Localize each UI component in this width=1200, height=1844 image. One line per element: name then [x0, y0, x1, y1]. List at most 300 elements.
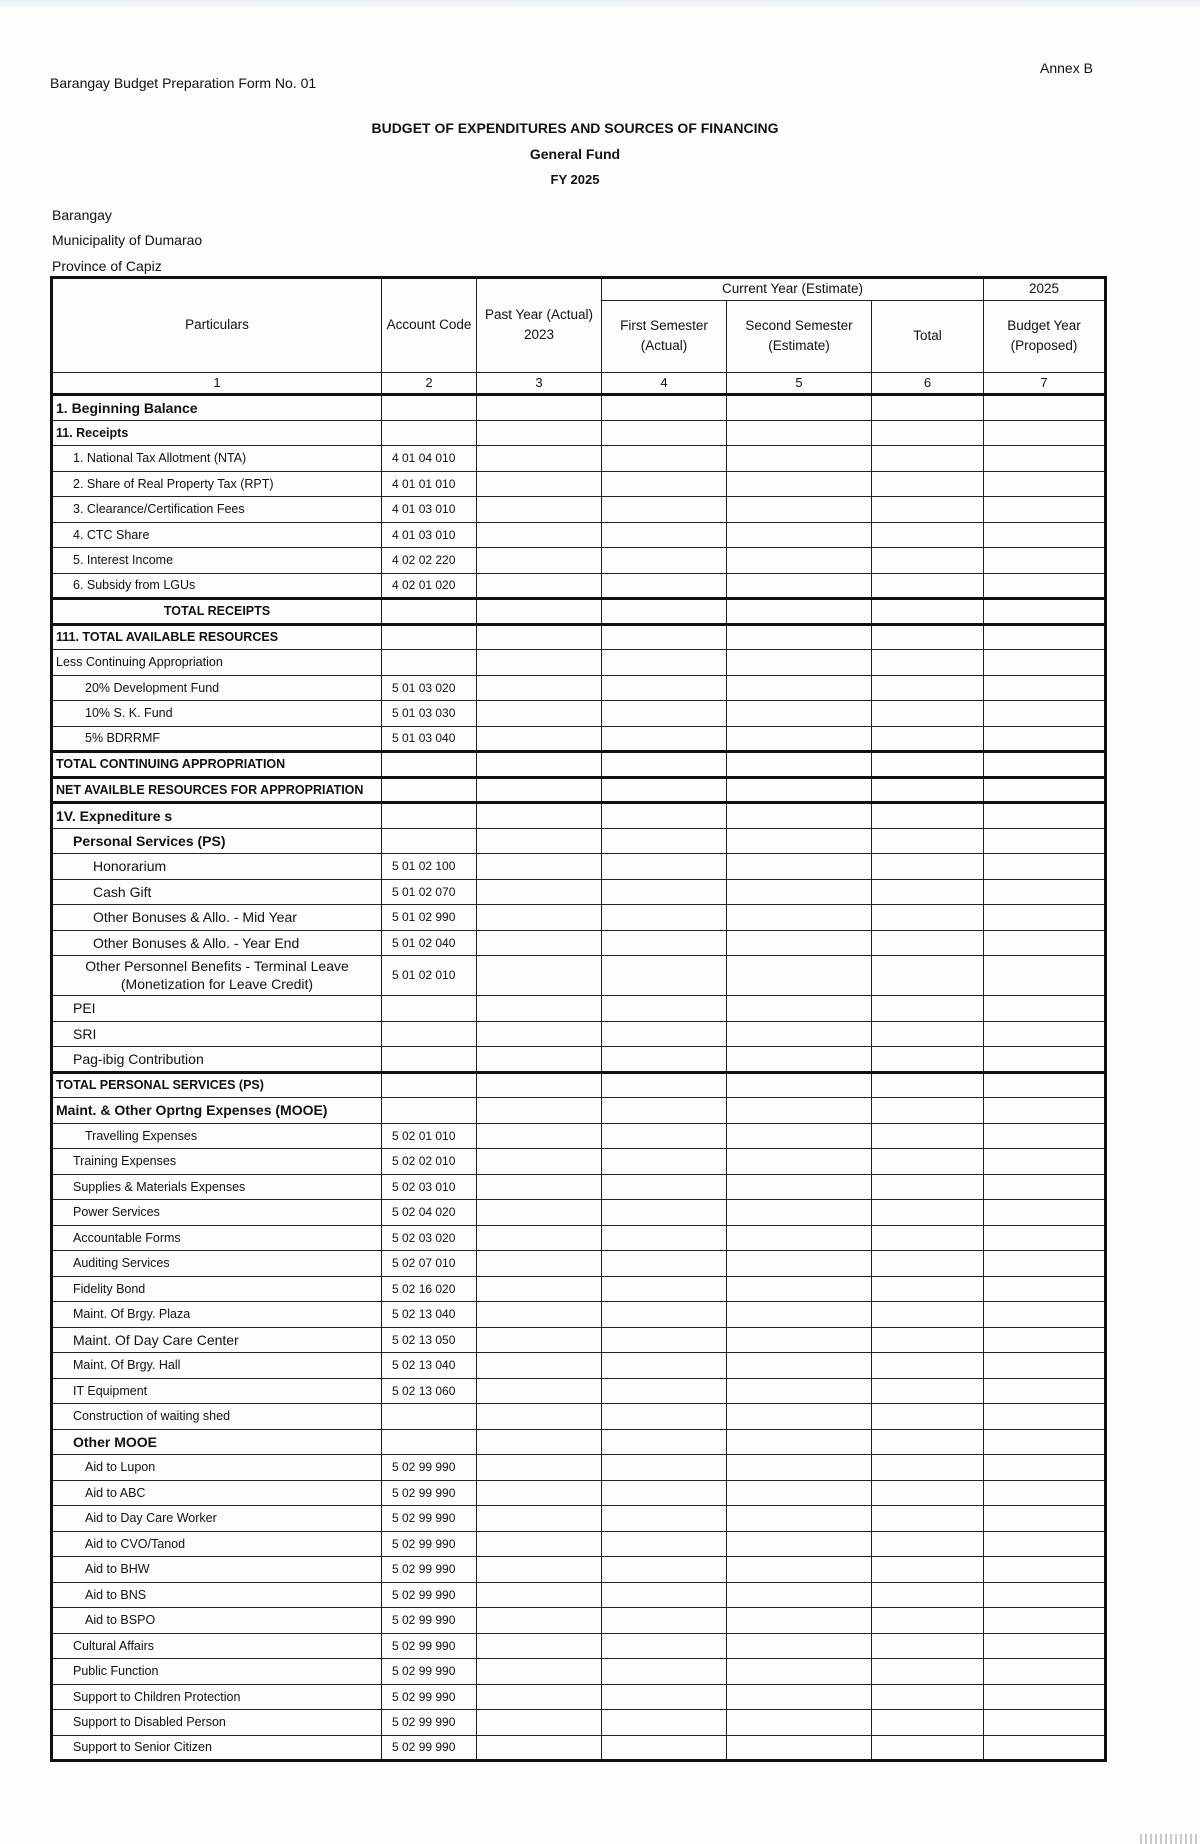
row-second-semester-cell [727, 1608, 872, 1634]
row-budget-year-cell [984, 726, 1106, 752]
row-first-semester-cell [602, 497, 727, 523]
row-particulars: TOTAL CONTINUING APPROPRIATION [52, 752, 382, 778]
row-past-year-cell [477, 1302, 602, 1328]
row-past-year-cell [477, 1659, 602, 1685]
row-second-semester-cell [727, 548, 872, 574]
row-past-year-cell [477, 1633, 602, 1659]
row-first-semester-cell [602, 1302, 727, 1328]
row-account-code: 5 02 99 990 [382, 1735, 477, 1761]
row-budget-year-cell [984, 1225, 1106, 1251]
row-total-cell [872, 803, 984, 829]
row-total-cell [872, 420, 984, 446]
table-row [52, 1608, 1106, 1634]
row-second-semester-cell [727, 1582, 872, 1608]
row-total-cell [872, 471, 984, 497]
row-account-code [382, 420, 477, 446]
row-budget-year-cell [984, 1506, 1106, 1532]
row-past-year-cell [477, 624, 602, 650]
row-first-semester-cell [602, 996, 727, 1022]
row-first-semester-cell [602, 1378, 727, 1404]
row-budget-year-cell [984, 905, 1106, 931]
row-budget-year-cell [984, 1327, 1106, 1353]
row-account-code: 5 02 99 990 [382, 1608, 477, 1634]
col-budget-year-top: 2025 [984, 278, 1106, 301]
row-particulars: Cultural Affairs [52, 1633, 382, 1659]
row-second-semester-cell [727, 1098, 872, 1124]
row-total-cell [872, 828, 984, 854]
row-past-year-cell [477, 471, 602, 497]
row-total-cell [872, 726, 984, 752]
row-particulars: Maint. Of Day Care Center [52, 1327, 382, 1353]
row-second-semester-cell [727, 1021, 872, 1047]
row-account-code [382, 1429, 477, 1455]
row-budget-year-cell [984, 471, 1106, 497]
row-past-year-cell [477, 1735, 602, 1761]
row-past-year-cell [477, 1149, 602, 1175]
row-total-cell [872, 1480, 984, 1506]
row-particulars: Travelling Expenses [52, 1123, 382, 1149]
table-row [52, 879, 1106, 905]
row-particulars: Aid to BNS [52, 1582, 382, 1608]
row-budget-year-cell [984, 1072, 1106, 1098]
row-first-semester-cell [602, 1072, 727, 1098]
row-account-code: 5 02 13 040 [382, 1353, 477, 1379]
row-first-semester-cell [602, 701, 727, 727]
row-total-cell [872, 395, 984, 421]
table-row [52, 1378, 1106, 1404]
row-particulars: Auditing Services [52, 1251, 382, 1277]
row-particulars: 10% S. K. Fund [52, 701, 382, 727]
table-row [52, 1582, 1106, 1608]
table-row [52, 1404, 1106, 1430]
table-row [52, 1455, 1106, 1481]
col-account-code: Account Code [382, 278, 477, 373]
row-first-semester-cell [602, 1582, 727, 1608]
table-row [52, 446, 1106, 472]
row-second-semester-cell [727, 930, 872, 956]
row-second-semester-cell [727, 1735, 872, 1761]
table-row [52, 828, 1106, 854]
row-budget-year-cell [984, 522, 1106, 548]
row-second-semester-cell [727, 1531, 872, 1557]
table-row [52, 1021, 1106, 1047]
row-total-cell [872, 1608, 984, 1634]
row-particulars: Support to Children Protection [52, 1684, 382, 1710]
table-row [52, 1302, 1106, 1328]
row-account-code [382, 650, 477, 676]
col-number: 7 [984, 372, 1106, 394]
table-row [52, 1123, 1106, 1149]
row-budget-year-cell [984, 930, 1106, 956]
row-particulars: 20% Development Fund [52, 675, 382, 701]
annex-label: Annex B [1040, 60, 1093, 76]
row-total-cell [872, 650, 984, 676]
row-past-year-cell [477, 828, 602, 854]
table-row [52, 1251, 1106, 1277]
row-particulars: Aid to ABC [52, 1480, 382, 1506]
row-particulars: 3. Clearance/Certification Fees [52, 497, 382, 523]
table-row [52, 956, 1106, 996]
row-budget-year-cell [984, 1455, 1106, 1481]
row-budget-year-cell [984, 1659, 1106, 1685]
table-row [52, 395, 1106, 421]
row-past-year-cell [477, 1378, 602, 1404]
row-account-code: 5 02 99 990 [382, 1480, 477, 1506]
row-budget-year-cell [984, 752, 1106, 778]
table-row [52, 1149, 1106, 1175]
row-particulars: Maint. & Other Oprtng Expenses (MOOE) [52, 1098, 382, 1124]
table-row [52, 1506, 1106, 1532]
row-first-semester-cell [602, 624, 727, 650]
row-particulars: Other Personnel Benefits - Terminal Leave (Monetization for Leave Credit) [52, 956, 382, 996]
table-row [52, 803, 1106, 829]
row-first-semester-cell [602, 1200, 727, 1226]
row-particulars: Training Expenses [52, 1149, 382, 1175]
province: Province of Capiz [52, 258, 162, 274]
row-budget-year-cell [984, 1684, 1106, 1710]
row-budget-year-cell [984, 777, 1106, 803]
row-total-cell [872, 777, 984, 803]
row-second-semester-cell [727, 1200, 872, 1226]
row-particulars: Honorarium [52, 854, 382, 880]
table-row [52, 497, 1106, 523]
table-row [52, 522, 1106, 548]
row-particulars: Aid to CVO/Tanod [52, 1531, 382, 1557]
row-budget-year-cell [984, 956, 1106, 996]
row-particulars: Accountable Forms [52, 1225, 382, 1251]
row-second-semester-cell [727, 522, 872, 548]
table-row [52, 777, 1106, 803]
row-second-semester-cell [727, 471, 872, 497]
row-particulars: Support to Senior Citizen [52, 1735, 382, 1761]
table-row [52, 1353, 1106, 1379]
municipality: Municipality of Dumarao [52, 232, 203, 248]
row-past-year-cell [477, 1200, 602, 1226]
row-budget-year-cell [984, 879, 1106, 905]
row-particulars: TOTAL RECEIPTS [52, 599, 382, 625]
row-first-semester-cell [602, 1225, 727, 1251]
row-total-cell [872, 1149, 984, 1175]
row-second-semester-cell [727, 854, 872, 880]
row-past-year-cell [477, 1353, 602, 1379]
row-second-semester-cell [727, 1251, 872, 1277]
row-budget-year-cell [984, 1353, 1106, 1379]
row-total-cell [872, 1302, 984, 1328]
row-budget-year-cell [984, 1276, 1106, 1302]
row-account-code: 5 02 99 990 [382, 1710, 477, 1736]
row-past-year-cell [477, 1047, 602, 1073]
row-past-year-cell [477, 803, 602, 829]
row-particulars: Other MOOE [52, 1429, 382, 1455]
table-row [52, 701, 1106, 727]
row-past-year-cell [477, 1531, 602, 1557]
row-total-cell [872, 1710, 984, 1736]
row-first-semester-cell [602, 1633, 727, 1659]
row-total-cell [872, 1378, 984, 1404]
row-first-semester-cell [602, 956, 727, 996]
row-first-semester-cell [602, 1684, 727, 1710]
row-account-code: 5 02 13 060 [382, 1378, 477, 1404]
col-current-year: Current Year (Estimate) [602, 278, 984, 301]
row-total-cell [872, 675, 984, 701]
row-budget-year-cell [984, 548, 1106, 574]
col-particulars: Particulars [52, 278, 382, 373]
row-budget-year-cell [984, 1557, 1106, 1583]
row-account-code [382, 803, 477, 829]
row-account-code: 5 02 03 020 [382, 1225, 477, 1251]
row-particulars: 11. Receipts [52, 420, 382, 446]
table-row [52, 1200, 1106, 1226]
row-particulars: Maint. Of Brgy. Plaza [52, 1302, 382, 1328]
row-first-semester-cell [602, 1021, 727, 1047]
row-first-semester-cell [602, 1455, 727, 1481]
row-account-code: 5 02 13 040 [382, 1302, 477, 1328]
row-past-year-cell [477, 548, 602, 574]
col-number: 6 [872, 372, 984, 394]
table-row [52, 1174, 1106, 1200]
row-account-code [382, 828, 477, 854]
form-number: Barangay Budget Preparation Form No. 01 [50, 75, 317, 91]
row-first-semester-cell [602, 471, 727, 497]
table-row [52, 905, 1106, 931]
row-particulars: Construction of waiting shed [52, 1404, 382, 1430]
row-total-cell [872, 1353, 984, 1379]
row-second-semester-cell [727, 1557, 872, 1583]
row-particulars: 1V. Expnediture s [52, 803, 382, 829]
row-second-semester-cell [727, 1276, 872, 1302]
row-first-semester-cell [602, 1557, 727, 1583]
table-row [52, 1710, 1106, 1736]
row-past-year-cell [477, 599, 602, 625]
row-second-semester-cell [727, 1404, 872, 1430]
row-past-year-cell [477, 879, 602, 905]
row-total-cell [872, 1633, 984, 1659]
row-second-semester-cell [727, 1225, 872, 1251]
row-past-year-cell [477, 726, 602, 752]
row-total-cell [872, 1174, 984, 1200]
row-particulars: Aid to Day Care Worker [52, 1506, 382, 1532]
row-total-cell [872, 996, 984, 1022]
budget-table [50, 276, 1107, 1762]
row-second-semester-cell [727, 752, 872, 778]
row-particulars: 2. Share of Real Property Tax (RPT) [52, 471, 382, 497]
row-past-year-cell [477, 1123, 602, 1149]
row-past-year-cell [477, 1710, 602, 1736]
table-row [52, 726, 1106, 752]
row-second-semester-cell [727, 1633, 872, 1659]
table-row [52, 930, 1106, 956]
table-row [52, 624, 1106, 650]
row-budget-year-cell [984, 1710, 1106, 1736]
row-account-code: 5 01 03 030 [382, 701, 477, 727]
page-top-edge [0, 0, 1200, 10]
row-total-cell [872, 1072, 984, 1098]
table-row [52, 1480, 1106, 1506]
table-row [52, 650, 1106, 676]
row-past-year-cell [477, 1021, 602, 1047]
row-first-semester-cell [602, 1276, 727, 1302]
row-total-cell [872, 599, 984, 625]
row-particulars: Cash Gift [52, 879, 382, 905]
row-total-cell [872, 1276, 984, 1302]
table-row [52, 1429, 1106, 1455]
row-total-cell [872, 1557, 984, 1583]
row-past-year-cell [477, 701, 602, 727]
row-budget-year-cell [984, 446, 1106, 472]
table-row [52, 420, 1106, 446]
table-row [52, 1098, 1106, 1124]
row-past-year-cell [477, 930, 602, 956]
row-account-code: 5 01 02 010 [382, 956, 477, 996]
table-row [52, 854, 1106, 880]
fund-name: General Fund [529, 146, 621, 162]
table-row [52, 471, 1106, 497]
page-title: BUDGET OF EXPENDITURES AND SOURCES OF FINANCING [371, 120, 779, 136]
row-second-semester-cell [727, 395, 872, 421]
row-budget-year-cell [984, 1174, 1106, 1200]
row-account-code: 5 01 02 040 [382, 930, 477, 956]
table-row [52, 996, 1106, 1022]
row-total-cell [872, 1123, 984, 1149]
row-account-code: 5 02 99 990 [382, 1557, 477, 1583]
row-total-cell [872, 956, 984, 996]
col-total: Total [872, 300, 984, 372]
row-first-semester-cell [602, 1735, 727, 1761]
row-past-year-cell [477, 446, 602, 472]
row-second-semester-cell [727, 573, 872, 599]
row-total-cell [872, 854, 984, 880]
row-past-year-cell [477, 1582, 602, 1608]
row-budget-year-cell [984, 1735, 1106, 1761]
row-total-cell [872, 446, 984, 472]
row-budget-year-cell [984, 1302, 1106, 1328]
row-second-semester-cell [727, 1455, 872, 1481]
col-number: 1 [52, 372, 382, 394]
table-row [52, 573, 1106, 599]
row-particulars: Power Services [52, 1200, 382, 1226]
row-second-semester-cell [727, 650, 872, 676]
row-first-semester-cell [602, 777, 727, 803]
row-second-semester-cell [727, 701, 872, 727]
row-first-semester-cell [602, 752, 727, 778]
row-account-code [382, 1072, 477, 1098]
row-total-cell [872, 1098, 984, 1124]
row-account-code: 5 01 02 070 [382, 879, 477, 905]
row-second-semester-cell [727, 726, 872, 752]
row-total-cell [872, 1327, 984, 1353]
row-particulars: 1. National Tax Allotment (NTA) [52, 446, 382, 472]
row-second-semester-cell [727, 1378, 872, 1404]
table-row [52, 675, 1106, 701]
row-past-year-cell [477, 1455, 602, 1481]
row-past-year-cell [477, 1327, 602, 1353]
row-first-semester-cell [602, 930, 727, 956]
row-past-year-cell [477, 522, 602, 548]
row-past-year-cell [477, 1276, 602, 1302]
col-number: 2 [382, 372, 477, 394]
row-total-cell [872, 522, 984, 548]
row-first-semester-cell [602, 1659, 727, 1685]
row-total-cell [872, 1582, 984, 1608]
row-particulars: Aid to BSPO [52, 1608, 382, 1634]
row-first-semester-cell [602, 420, 727, 446]
table-row [52, 1531, 1106, 1557]
col-second-semester: Second Semester (Estimate) [727, 300, 872, 372]
row-past-year-cell [477, 1608, 602, 1634]
row-budget-year-cell [984, 996, 1106, 1022]
row-account-code [382, 1098, 477, 1124]
row-past-year-cell [477, 1557, 602, 1583]
row-past-year-cell [477, 854, 602, 880]
row-particulars: Maint. Of Brgy. Hall [52, 1353, 382, 1379]
row-total-cell [872, 1021, 984, 1047]
row-budget-year-cell [984, 1047, 1106, 1073]
row-first-semester-cell [602, 1353, 727, 1379]
table-row [52, 1327, 1106, 1353]
row-account-code: 5 01 03 020 [382, 675, 477, 701]
row-past-year-cell [477, 1098, 602, 1124]
row-budget-year-cell [984, 1531, 1106, 1557]
row-total-cell [872, 701, 984, 727]
row-particulars: 4. CTC Share [52, 522, 382, 548]
table-row [52, 1072, 1106, 1098]
row-second-semester-cell [727, 879, 872, 905]
row-total-cell [872, 1659, 984, 1685]
row-total-cell [872, 573, 984, 599]
row-budget-year-cell [984, 1429, 1106, 1455]
row-particulars: Other Bonuses & Allo. - Mid Year [52, 905, 382, 931]
row-past-year-cell [477, 1072, 602, 1098]
row-account-code: 5 01 02 100 [382, 854, 477, 880]
row-total-cell [872, 624, 984, 650]
row-account-code: 5 02 01 010 [382, 1123, 477, 1149]
row-second-semester-cell [727, 599, 872, 625]
row-budget-year-cell [984, 1200, 1106, 1226]
row-total-cell [872, 1200, 984, 1226]
scan-artifact [1140, 1834, 1200, 1844]
row-first-semester-cell [602, 1149, 727, 1175]
row-budget-year-cell [984, 420, 1106, 446]
row-total-cell [872, 1506, 984, 1532]
table-body [52, 395, 1106, 1761]
table-row [52, 548, 1106, 574]
row-second-semester-cell [727, 1327, 872, 1353]
row-first-semester-cell [602, 879, 727, 905]
row-first-semester-cell [602, 675, 727, 701]
row-total-cell [872, 1455, 984, 1481]
table-row [52, 1633, 1106, 1659]
col-budget-year: Budget Year (Proposed) [984, 300, 1106, 372]
table-row [52, 1684, 1106, 1710]
row-first-semester-cell [602, 395, 727, 421]
row-particulars: Fidelity Bond [52, 1276, 382, 1302]
row-account-code: 5 02 99 990 [382, 1531, 477, 1557]
row-budget-year-cell [984, 1098, 1106, 1124]
row-particulars: 5. Interest Income [52, 548, 382, 574]
row-first-semester-cell [602, 803, 727, 829]
row-account-code: 5 01 03 040 [382, 726, 477, 752]
row-past-year-cell [477, 777, 602, 803]
row-account-code: 5 02 16 020 [382, 1276, 477, 1302]
row-total-cell [872, 930, 984, 956]
row-first-semester-cell [602, 828, 727, 854]
row-total-cell [872, 1047, 984, 1073]
row-second-semester-cell [727, 1480, 872, 1506]
row-past-year-cell [477, 1225, 602, 1251]
row-budget-year-cell [984, 599, 1106, 625]
row-first-semester-cell [602, 1531, 727, 1557]
row-second-semester-cell [727, 803, 872, 829]
